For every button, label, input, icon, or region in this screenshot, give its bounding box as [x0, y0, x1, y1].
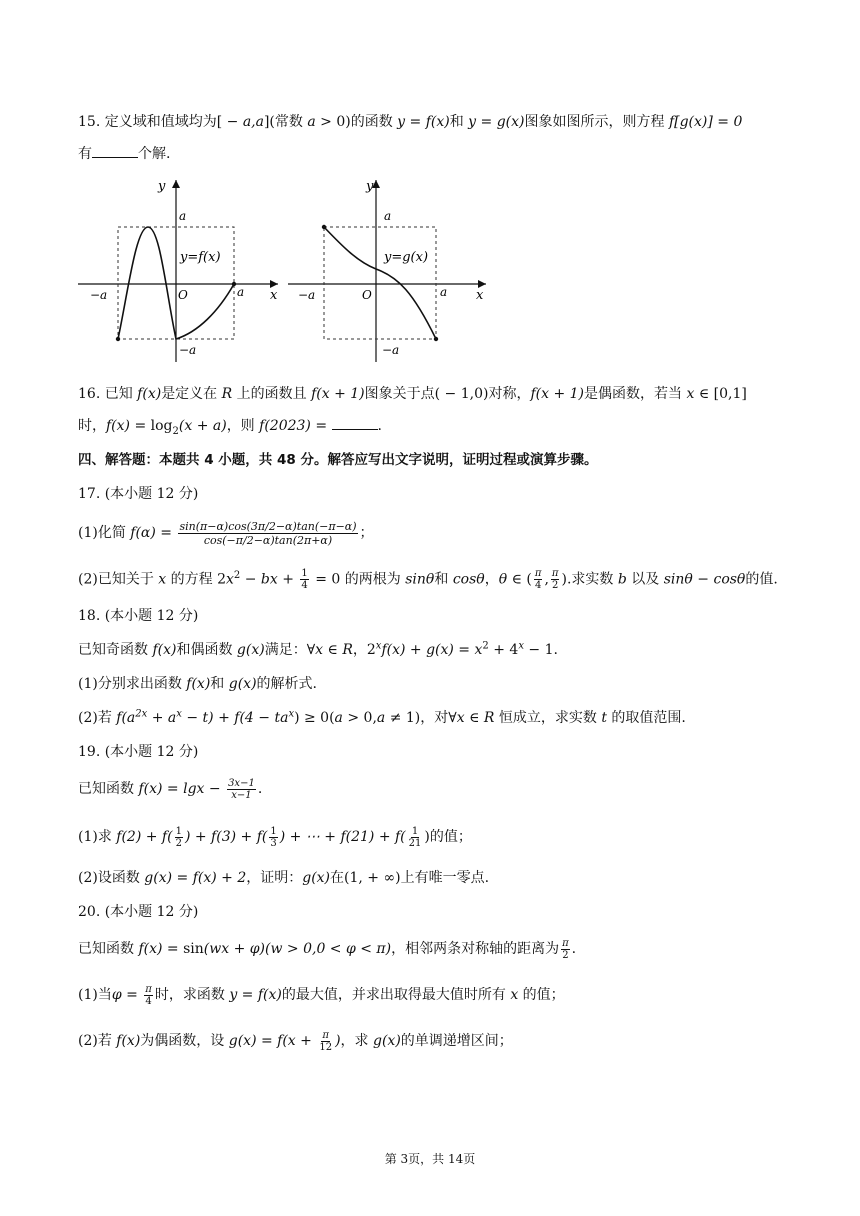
fraction	[175, 826, 183, 849]
text: ，证明：	[246, 870, 303, 886]
math: x	[686, 386, 695, 402]
neg-a-bottom-label: −a	[179, 343, 197, 357]
text: ∈ [0,1]	[694, 386, 747, 402]
text: ) ≥ 0(	[294, 710, 335, 726]
math: x	[315, 642, 324, 658]
denominator: 3	[270, 837, 277, 849]
fraction	[534, 568, 543, 591]
math: f(x)	[137, 386, 162, 402]
q18-head: 18. (本小题 12 分)	[78, 608, 199, 624]
text: .	[377, 418, 382, 434]
math: a	[307, 114, 316, 130]
math: R	[342, 642, 353, 658]
numerator: sin(π−α)cos(3π/2−α)tan(−π−α)	[179, 519, 357, 533]
math: f(x)	[116, 1033, 141, 1049]
math: g(x)	[228, 676, 257, 692]
text: ∈ (	[507, 571, 532, 588]
origin-label: O	[178, 288, 188, 302]
text: ](常数	[263, 114, 308, 130]
text: 的解析式.	[256, 676, 317, 692]
numerator: 1	[411, 825, 419, 837]
text: 15. 定义域和值域均为[ −	[78, 114, 243, 130]
numerator: 1	[270, 825, 277, 837]
text: (2)若	[78, 710, 117, 726]
text: > 0)的函数	[315, 114, 398, 130]
math: g(x)	[236, 642, 265, 658]
math: f(x) + g(x) = x	[381, 642, 483, 658]
math: a	[376, 710, 386, 726]
answer-blank	[332, 417, 378, 430]
text: 有	[78, 146, 92, 162]
math: ) + f(3) + f(	[184, 829, 268, 845]
numerator: 1	[301, 568, 308, 579]
text: ，	[484, 571, 499, 588]
q20-part2	[78, 1026, 513, 1056]
text: (1)化简	[78, 525, 131, 541]
q19-part1	[78, 822, 472, 852]
denominator: 21	[408, 837, 422, 849]
math: f(x + 1)	[311, 386, 365, 402]
math: (wx + φ)(w > 0,0 < φ < π)	[203, 941, 392, 957]
text: 时，	[78, 418, 106, 434]
q16-line1	[78, 384, 747, 404]
math: x	[510, 987, 519, 1003]
fraction	[551, 568, 560, 591]
exponent: 2x	[135, 708, 148, 720]
math: ) + ⋯ + f(21) + f(	[279, 829, 406, 845]
math: sinθ	[405, 571, 435, 588]
math: x	[158, 571, 167, 588]
math: f(x)	[186, 676, 211, 692]
graph-g	[288, 172, 498, 362]
denominator: 4	[301, 580, 308, 591]
math: φ =	[111, 987, 143, 1003]
text: 和偶函数	[176, 642, 237, 658]
text: = 0 的两根为	[310, 571, 406, 588]
q17-head: 17. (本小题 12 分)	[78, 486, 199, 502]
text: 是偶函数，若当	[584, 386, 687, 402]
text: ,	[544, 571, 549, 588]
math: f(α) =	[130, 525, 177, 541]
math: θ	[498, 571, 508, 588]
q20-line1	[78, 934, 576, 964]
text: +	[277, 571, 299, 588]
denominator: 4	[145, 995, 152, 1007]
math: + a	[147, 710, 177, 726]
math: f(x) =	[106, 418, 151, 434]
text: ；	[359, 525, 374, 541]
text: ，则	[226, 418, 260, 434]
q15-line1	[78, 112, 742, 132]
exponent: 2	[482, 640, 489, 652]
math: b	[617, 571, 627, 588]
text: (2)若	[78, 1033, 117, 1049]
text: 图象关于点( − 1,0)对称，	[364, 386, 531, 402]
math: a,a	[242, 114, 264, 130]
fraction	[318, 1030, 333, 1053]
text: 以及	[626, 571, 664, 588]
fraction	[408, 826, 423, 849]
q15-line2	[78, 144, 170, 164]
y-axis-label: y	[158, 179, 166, 194]
a-top-label: a	[179, 209, 187, 223]
text: 是定义在	[161, 386, 222, 402]
math: f[g(x)] = 0	[668, 114, 743, 130]
text: .	[257, 781, 263, 797]
page-footer: 第 3页，共 14页	[384, 1152, 476, 1166]
section-heading: 四、解答题：本题共 4 小题，共 48 分。解答应写出文字说明，证明过程或演算步骤。	[78, 452, 598, 468]
exponent: 2	[233, 569, 241, 581]
text: 已知函数	[78, 941, 139, 957]
text: 为偶函数，设	[140, 1033, 229, 1049]
math: f(x) = lgx −	[138, 781, 226, 797]
math: f(a	[116, 710, 136, 726]
text: 的最大值，并求出取得最大值时所有	[281, 987, 511, 1003]
text: 已知函数	[78, 781, 139, 797]
fraction	[144, 984, 153, 1007]
text: (1)分别求出函数	[78, 676, 187, 692]
neg-a-bottom-label: −a	[382, 343, 400, 357]
exponent: x	[375, 640, 382, 652]
text: ，2	[352, 642, 376, 658]
denominator: 2	[175, 837, 182, 849]
a-right-label: a	[440, 285, 448, 299]
math: y = f(x)	[397, 114, 450, 130]
math: f(x + 1)	[530, 386, 585, 402]
text: 和	[434, 571, 453, 588]
text: (2)已知关于	[78, 571, 159, 588]
denominator: cos(−π/2−α)tan(2π+α)	[203, 533, 333, 547]
text: ≠ 1)，对∀	[385, 710, 457, 726]
text: ，求	[340, 1033, 373, 1049]
denominator: 2	[562, 949, 569, 961]
math: y = g(x)	[468, 114, 525, 130]
fraction	[561, 938, 570, 961]
x-axis-label: x	[270, 288, 278, 303]
fraction	[300, 568, 308, 591]
numerator: π	[551, 568, 559, 579]
text: 和	[449, 114, 469, 130]
subscript: 2	[172, 425, 179, 437]
text: ∈	[323, 642, 343, 658]
text: − 1.	[523, 642, 558, 658]
q17-part2	[78, 568, 778, 591]
answer-blank	[92, 145, 138, 158]
math: cosθ	[452, 571, 485, 588]
text: 图象如图所示，则方程	[524, 114, 669, 130]
q19-head: 19. (本小题 12 分)	[78, 744, 199, 760]
math: f(x)	[152, 642, 177, 658]
q18-part1	[78, 674, 317, 694]
text: + 4	[488, 642, 519, 658]
text: 的值；	[518, 987, 565, 1003]
math: f(x) =	[138, 941, 184, 957]
math: sin	[183, 941, 204, 957]
q17-part1	[78, 516, 374, 550]
text: .	[571, 941, 577, 957]
fraction	[178, 520, 357, 547]
math: f(2023) =	[259, 418, 332, 434]
denominator: 12	[319, 1041, 333, 1053]
fraction	[227, 778, 256, 801]
text: ∈	[464, 710, 484, 726]
math: f(2) + f(	[116, 829, 173, 845]
text: 的方程 2	[166, 571, 226, 588]
math: R	[483, 710, 495, 726]
a-top-label: a	[384, 209, 392, 223]
text: ).求实数	[561, 571, 618, 588]
text: −	[240, 571, 261, 588]
neg-a-label: −a	[298, 288, 316, 302]
numerator: π	[534, 568, 542, 579]
math: x	[456, 710, 465, 726]
q19-part2	[78, 868, 489, 888]
text: 的值.	[745, 571, 778, 588]
fraction	[269, 826, 277, 849]
q19-line1	[78, 774, 262, 804]
numerator: π	[562, 937, 569, 949]
exponent: x	[518, 640, 524, 652]
text: 的单调递增区间；	[400, 1033, 513, 1049]
x-axis-label: x	[476, 288, 484, 303]
denominator: x−1	[231, 789, 252, 801]
math: x	[226, 571, 234, 588]
text: > 0,	[342, 710, 377, 726]
text: (1)当	[78, 987, 112, 1003]
math: t	[601, 710, 607, 726]
q18-line1	[78, 640, 558, 660]
text: 恒成立，求实数	[494, 710, 602, 726]
q16-line2	[78, 416, 382, 436]
numerator: 3x−1	[228, 777, 255, 789]
curve-label: y=f(x)	[180, 250, 221, 265]
numerator: π	[145, 983, 152, 995]
text: (2)设函数	[78, 870, 145, 886]
math: a	[334, 710, 343, 726]
text: 满足：∀	[264, 642, 316, 658]
math: g(x)	[373, 1033, 401, 1049]
text: 在(1, + ∞)上有唯一零点.	[330, 870, 490, 886]
text: 时，求函数	[154, 987, 230, 1003]
math: )	[335, 1033, 341, 1049]
text: )的值；	[424, 829, 472, 845]
q18-part2	[78, 708, 686, 728]
numerator: 1	[175, 825, 182, 837]
graph-f	[78, 172, 288, 362]
y-axis-label: y	[366, 179, 374, 194]
denominator: 2	[552, 580, 559, 591]
neg-a-label: −a	[90, 288, 108, 302]
text: ，相邻两条对称轴的距离为	[391, 941, 560, 957]
a-right-label: a	[237, 285, 245, 299]
math: g(x)	[302, 870, 331, 886]
text: 16. 已知	[78, 386, 138, 402]
math: y = f(x)	[229, 987, 282, 1003]
q20-part1	[78, 980, 565, 1010]
math: bx	[260, 571, 278, 588]
text: 上的函数且	[232, 386, 312, 402]
text: 个解.	[138, 146, 171, 162]
origin-label: O	[362, 288, 372, 302]
text: 的取值范围.	[606, 710, 686, 726]
math: log	[150, 418, 173, 434]
text: 和	[210, 676, 229, 692]
curve-label: y=g(x)	[384, 250, 429, 265]
denominator: 4	[534, 580, 542, 591]
exponent: x	[288, 708, 295, 720]
text: 已知奇函数	[78, 642, 153, 658]
math: sinθ − cosθ	[663, 571, 746, 588]
math: − t) + f(4 − ta	[181, 710, 289, 726]
q20-head: 20. (本小题 12 分)	[78, 904, 199, 920]
math: g(x) = f(x +	[228, 1033, 317, 1049]
text: (1)求	[78, 829, 117, 845]
numerator: π	[322, 1029, 329, 1041]
math: g(x) = f(x) + 2	[144, 870, 247, 886]
math: R	[221, 386, 233, 402]
math: (x + a)	[178, 418, 227, 434]
exponent: x	[176, 708, 182, 720]
